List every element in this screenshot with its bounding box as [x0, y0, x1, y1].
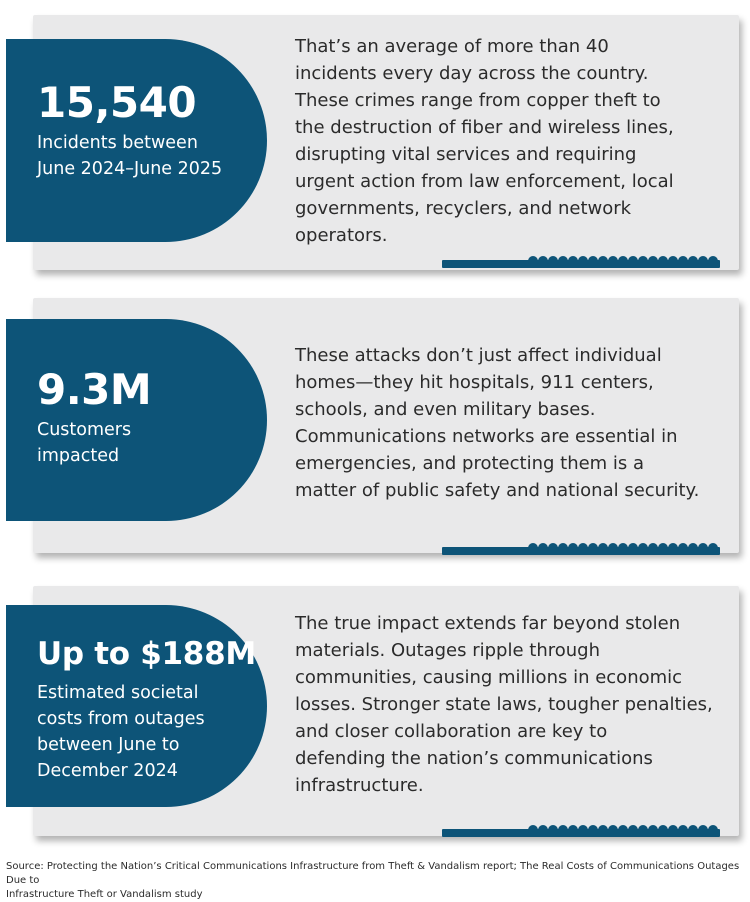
stat-label-line: Customers — [37, 420, 132, 440]
description-line: disrupting vital services and requiring — [295, 144, 637, 165]
accent-dot — [628, 825, 638, 835]
accent-dot — [618, 825, 628, 835]
description-line: governments, recyclers, and network — [295, 198, 632, 219]
accent-dot — [668, 825, 678, 835]
description-line: That’s an average of more than 40 — [295, 36, 609, 57]
description-line: These attacks don’t just affect individual — [295, 345, 662, 366]
accent-dot — [538, 256, 548, 266]
description-line: schools, and even military bases. — [295, 399, 596, 420]
accent-dot — [598, 825, 608, 835]
accent-dot — [638, 825, 648, 835]
accent-dot — [638, 543, 648, 553]
accent-dot — [568, 543, 578, 553]
accent-dot — [588, 825, 598, 835]
stat-number: 9.3M — [37, 365, 152, 414]
description-line: the destruction of fiber and wireless lines, — [295, 117, 674, 138]
accent-dot — [618, 543, 628, 553]
accent-dot — [568, 825, 578, 835]
accent-dot — [668, 543, 678, 553]
accent-dot — [698, 825, 708, 835]
accent-dot — [648, 543, 658, 553]
stat-highlight-incidents — [6, 39, 267, 242]
description-line: infrastructure. — [295, 775, 424, 796]
stat-label — [37, 130, 267, 182]
accent-dot — [708, 256, 718, 266]
stat-label-line: June 2024–June 2025 — [37, 159, 223, 179]
accent-dot — [598, 543, 608, 553]
accent-dot — [698, 256, 708, 266]
accent-dot — [708, 825, 718, 835]
accent-dot — [658, 543, 668, 553]
accent-dot — [608, 825, 618, 835]
description-line: matter of public safety and national security. — [295, 480, 700, 501]
description-line: operators. — [295, 225, 388, 246]
accent-dot — [568, 256, 578, 266]
accent-dot — [608, 543, 618, 553]
accent-dot — [528, 256, 538, 266]
description-line: These crimes range from copper theft to — [295, 90, 661, 111]
description-line: materials. Outages ripple through — [295, 640, 600, 661]
accent-dot — [538, 543, 548, 553]
accent-dot — [578, 825, 588, 835]
stat-highlight-customers — [6, 319, 267, 521]
accent-dot — [678, 256, 688, 266]
accent-dot — [618, 256, 628, 266]
accent-dot — [648, 825, 658, 835]
dotted-line-accent — [442, 543, 720, 555]
stat-label-line: impacted — [37, 446, 120, 466]
accent-dot — [688, 825, 698, 835]
accent-dot — [628, 543, 638, 553]
accent-dot — [668, 256, 678, 266]
stat-number: Up to $188M — [37, 636, 256, 672]
accent-dot — [608, 256, 618, 266]
stat-label — [37, 680, 267, 784]
accent-dot — [538, 825, 548, 835]
accent-dot — [698, 543, 708, 553]
source-line: Infrastructure Theft or Vandalism study — [6, 889, 203, 900]
stat-description — [295, 342, 735, 504]
accent-dot — [528, 825, 538, 835]
stat-label-line: Incidents between — [37, 133, 198, 153]
accent-dot — [578, 543, 588, 553]
accent-dot — [678, 543, 688, 553]
accent-dot — [658, 825, 668, 835]
accent-dot — [688, 543, 698, 553]
accent-dot — [648, 256, 658, 266]
accent-dot — [548, 825, 558, 835]
description-line: communities, causing millions in economic — [295, 667, 683, 688]
accent-dot — [528, 543, 538, 553]
accent-dot — [548, 543, 558, 553]
accent-dot — [658, 256, 668, 266]
stat-label-line: costs from outages — [37, 709, 205, 729]
accent-dot — [588, 256, 598, 266]
description-line: urgent action from law enforcement, local — [295, 171, 674, 192]
description-line: and closer collaboration are key to — [295, 721, 608, 742]
accent-dot — [598, 256, 608, 266]
dotted-line-accent — [442, 825, 720, 837]
stat-highlight-costs — [6, 605, 267, 807]
dotted-line-accent — [442, 256, 720, 268]
source-line: Source: Protecting the Nation’s Critical Communications Infrastructure from Theft & Vandalism report; The Real Costs of Communications Outages Due to — [6, 861, 740, 886]
stat-label-line: Estimated societal — [37, 683, 199, 703]
accent-dot — [548, 256, 558, 266]
description-line: The true impact extends far beyond stolen — [295, 613, 681, 634]
stat-description — [295, 33, 735, 249]
stat-label — [37, 417, 267, 469]
accent-dot — [558, 825, 568, 835]
accent-dot — [628, 256, 638, 266]
description-line: losses. Stronger state laws, tougher penalties, — [295, 694, 713, 715]
description-line: Communications networks are essential in — [295, 426, 678, 447]
description-line: defending the nation’s communications — [295, 748, 653, 769]
accent-dot — [558, 256, 568, 266]
stat-description — [295, 610, 735, 799]
stat-label-line: between June to — [37, 735, 180, 755]
accent-dot — [558, 543, 568, 553]
accent-dot — [588, 543, 598, 553]
description-line: emergencies, and protecting them is a — [295, 453, 645, 474]
description-line: homes—they hit hospitals, 911 centers, — [295, 372, 654, 393]
stat-label-line: December 2024 — [37, 761, 178, 781]
accent-dot — [688, 256, 698, 266]
accent-dot — [638, 256, 648, 266]
description-line: incidents every day across the country. — [295, 63, 649, 84]
accent-dot — [578, 256, 588, 266]
stat-number: 15,540 — [37, 78, 197, 127]
accent-dot — [678, 825, 688, 835]
accent-dot — [708, 543, 718, 553]
